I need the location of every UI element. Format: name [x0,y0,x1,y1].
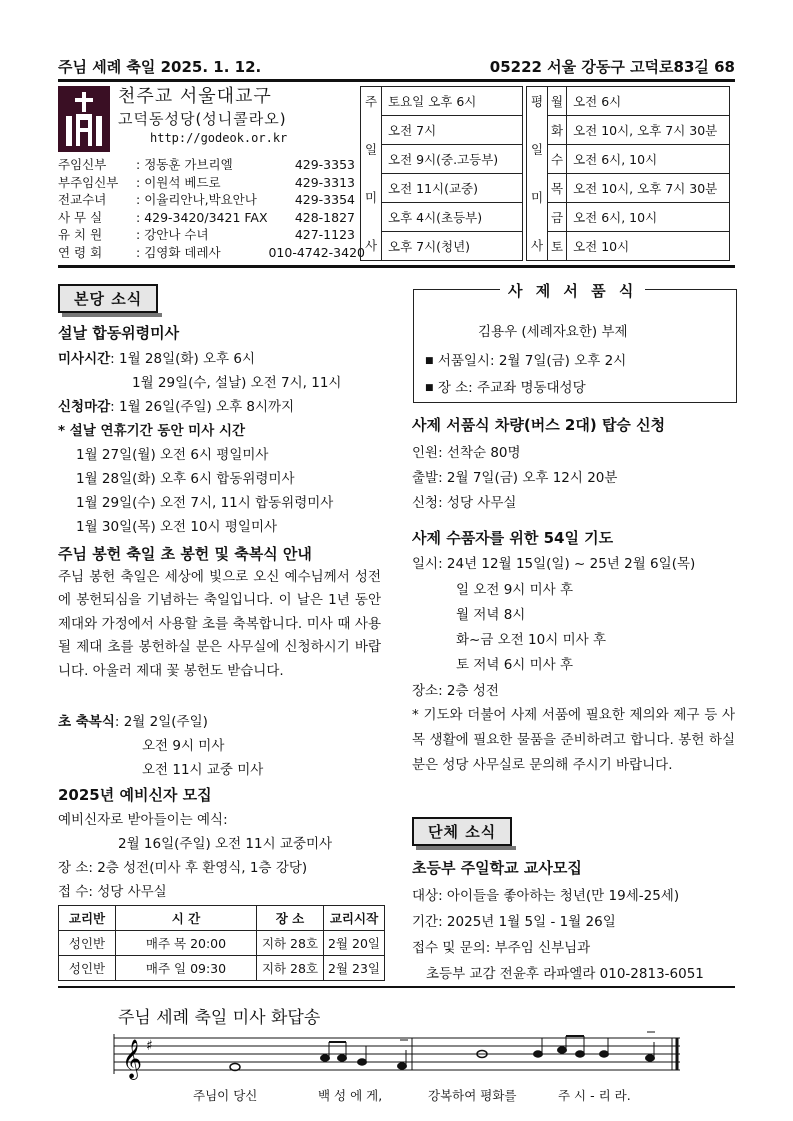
weekday-day: 토 [548,232,567,261]
section-title-group-news: 단체 소식 [412,817,512,846]
weekday-day: 월 [548,87,567,116]
staff-phone: 428-1827 [294,209,355,225]
weekday-mass-label: 평 일 미 사 [527,87,548,261]
sunday-mass-time: 오전 9시(중.고등부) [382,145,523,174]
svg-text:♯: ♯ [146,1038,153,1054]
staff-name: 김영화 데레사 [144,244,221,260]
weekday-day: 화 [548,116,567,145]
staff-name: 이율리안나,박요안나 [144,192,257,208]
bus-line: 인원: 선착순 80명 [412,445,521,461]
staff-name: 강안나 수녀 [144,227,209,243]
weekday-mass-time: 오전 6시, 10시 [567,203,730,232]
staff-row: 주임신부 : 정동훈 가브리엘 429-3353 [58,157,355,172]
holiday-mass-title: * 설날 연휴기간 동안 미사 시간 [58,423,246,439]
teacher-recruit-line: 대상: 아이들을 좋아하는 청년(만 19세-25세) [412,888,680,904]
staff-row: 사 무 실 : 429-3420/3421 FAX 428-1827 [58,209,355,225]
staff-phone: 429-3354 [294,192,355,208]
memorial-deadline-line [58,395,294,415]
staff-row: 연 령 회 : 김영화 데레사 010-4742-3420 [58,244,365,260]
candle-blessing-mass: 오전 11시 교중 미사 [142,762,264,778]
holiday-mass-item: 1월 28일(화) 오후 6시 합동위령미사 [76,471,295,487]
ordination-place: 장 소: 주교좌 명동대성당 [437,380,586,396]
weekday-day: 금 [548,203,567,232]
table-cell: 2월 23일 [324,956,385,981]
church-address: 05222 서울 강동구 고덕로83길 68 [489,58,735,76]
staff-role: 부주임신부 [58,174,119,190]
ordination-date-line: ■ 서품일시: 2월 7일(금) 오후 2시 [425,353,627,369]
ordination-date: 서품일시: 2월 7일(금) 오후 2시 [437,353,627,369]
weekday-day: 목 [548,174,567,203]
staff-row: 부주임신부 : 이원석 베드로 429-3313 [58,174,355,190]
catechumen-title: 2025년 예비신자 모집 [58,786,212,804]
candle-blessing-date-line [58,710,208,730]
teacher-recruit-line: 기간: 2025년 1월 5일 - 1월 26일 [412,914,616,930]
church-url[interactable]: http://godeok.or.kr [150,131,288,145]
sunday-mass-time: 오전 11시(교중) [382,174,523,203]
staff-phone: 429-3353 [294,157,355,172]
candle-blessing-label: 초 축복식 [58,714,115,730]
memorial-time-label: 미사시간 [58,351,111,367]
staff-phone: 429-3313 [294,174,355,190]
memorial-time-2: 1월 29일(수, 설날) 오전 7시, 11시 [132,375,342,391]
staff-row: 전교수녀 : 이율리안나,박요안나 429-3354 [58,192,355,208]
top-section-rule [58,265,735,268]
table-cell: 매주 일 09:30 [116,956,257,981]
candle-blessing-mass: 오전 9시 미사 [142,738,225,754]
psalm-lyric: 주 시 - 리 라. [558,1088,631,1103]
table-cell: 2월 20일 [324,931,385,956]
table-header: 교리시작 [324,906,385,931]
prayer-time: 월 저녁 8시 [456,607,526,623]
staff-role: 유 치 원 [58,227,103,243]
section-title-parish-news: 본당 소식 [58,284,158,313]
staff-list [58,156,363,262]
ordination-person: 김용우 (세례자요한) 부제 [478,324,628,340]
catechumen-place: 장 소: 2층 성전(미사 후 환영식, 1층 강당) [58,860,308,876]
staff-role: 연 령 회 [58,244,103,260]
catechumen-reception: 접 수: 성당 사무실 [58,884,167,900]
staff-role: 사 무 실 [58,209,103,225]
bulletin-title: 주님 세례 축일 2025. 1. 12. [58,58,262,76]
staff-role: 전교수녀 [58,192,107,208]
staff-name: 정동훈 가브리엘 [144,157,233,172]
weekday-mass-time: 오전 6시 [567,87,730,116]
sunday-mass-time: 오전 7시 [382,116,523,145]
bottom-rule [58,986,735,988]
staff-phone: 427-1123 [294,227,355,243]
candle-blessing-body: 주님 봉헌 축일은 세상에 빛으로 오신 예수님께서 성전에 봉헌되심을 기념하는 축일입니다. 이 날은 1년 동안 제대와 가정에서 사용할 초를 축복합니다. 미사 때 사용될 제대 초를 봉헌하실 분은 사무실에 신청하시기 바랍니다. 아울러 제대 꽃 봉헌도 받습니다. [58,569,381,679]
psalm-lyric: 백 성 에 게, [318,1088,383,1103]
teacher-recruit-line: 접수 및 문의: 부주임 신부님과 [412,940,591,956]
music-staff [110,1030,685,1080]
bus-line: 출발: 2월 7일(금) 오후 12시 20분 [412,470,618,486]
catechumen-rite-time: 2월 16일(주일) 오전 11시 교중미사 [118,836,333,852]
table-cell: 매주 목 20:00 [116,931,257,956]
table-cell: 성인반 [59,956,116,981]
staff-name: 이원석 베드로 [144,174,221,190]
bus-title: 사제 서품식 차량(버스 2대) 탑승 신청 [412,416,666,434]
prayer-time: 토 저녁 6시 미사 후 [456,657,574,673]
prayer-time: 일 오전 9시 미사 후 [456,582,574,598]
prayer-note: * 기도와 더불어 사제 서품에 필요한 제의와 제구 등 사목 생활에 필요한 물품을 준비하려고 합니다. 봉헌 하실 분은 성당 사무실로 문의해 주시기 바랍니다. [412,707,735,773]
ordination-place-line: ■ 장 소: 주교좌 명동대성당 [425,380,586,396]
table-row [59,956,385,981]
psalm-lyric: 강복하여 평화를 [428,1088,517,1103]
table-cell: 지하 28호 [257,956,324,981]
staff-role: 주임신부 [58,157,107,172]
table-row [59,931,385,956]
teacher-recruit-contact: 초등부 교감 전윤후 라파엘라 010-2813-6051 [426,966,704,982]
weekday-mass-time: 오전 10시, 오후 7시 30분 [567,174,730,203]
holiday-mass-item: 1월 27일(월) 오전 6시 평일미사 [76,447,269,463]
staff-row: 유 치 원 : 강안나 수녀 427-1123 [58,227,355,243]
weekday-day: 수 [548,145,567,174]
table-header: 시 간 [116,906,257,931]
prayer-place: 장소: 2층 성전 [412,683,499,699]
parish-name: 고덕동성당(성니콜라오) [118,110,287,128]
sunday-mass-label: 주 일 미 사 [361,87,382,261]
candle-blessing-title: 주님 봉헌 축일 초 봉헌 및 축복식 안내 [58,545,312,563]
holiday-mass-item: 1월 30일(목) 오전 10시 평일미사 [76,519,278,535]
table-cell: 지하 28호 [257,931,324,956]
prayer-title: 사제 수품자를 위한 54일 기도 [412,529,614,547]
memorial-deadline: : 1월 26일(주일) 오후 8시까지 [110,399,295,415]
weekday-mass-time: 오전 6시, 10시 [567,145,730,174]
treble-clef-icon: 𝄞 [122,1039,143,1079]
ordination-title: 사 제 서 품 식 [500,280,645,301]
memorial-mass-title: 설날 합동위령미사 [58,324,180,342]
mass-row [361,87,730,116]
holiday-mass-item: 1월 29일(수) 오전 7시, 11시 합동위령미사 [76,495,334,511]
prayer-period: 일시: 24년 12월 15일(일) ~ 25년 2월 6일(목) [412,556,696,572]
sunday-mass-time: 오후 7시(청년) [382,232,523,261]
table-header: 장 소 [257,906,324,931]
table-header-row [59,906,385,931]
weekday-mass-time: 오전 10시 [567,232,730,261]
staff-phone: 010-4742-3420 [268,244,365,260]
church-logo [58,86,110,152]
bulletin-header [58,56,735,78]
mass-schedule-table [360,86,730,261]
catechumen-rite-label: 예비신자로 받아들이는 예식: [58,812,228,828]
staff-name: 429-3420/3421 FAX [144,209,268,225]
table-header: 교리반 [59,906,116,931]
memorial-deadline-label: 신청마감 [58,399,111,415]
psalm-lyric: 주님이 당신 [193,1088,258,1103]
prayer-time: 화~금 오전 10시 미사 후 [456,632,606,648]
weekday-mass-time: 오전 10시, 오후 7시 30분 [567,116,730,145]
bus-line: 신청: 성당 사무실 [412,495,517,511]
sunday-mass-time: 오후 4시(초등부) [382,203,523,232]
memorial-time-1: : 1월 28일(화) 오후 6시 [110,351,256,367]
church-name-block [118,86,287,130]
teacher-recruit-title: 초등부 주일학교 교사모집 [412,859,582,877]
candle-blessing-date: : 2월 2일(주일) [114,714,208,730]
header-rule [58,79,735,82]
diocese-name: 천주교 서울대교구 [118,86,272,107]
sunday-mass-time: 토요일 오후 6시 [382,87,523,116]
table-cell: 성인반 [59,931,116,956]
memorial-time-line [58,347,255,367]
catechumen-class-table [58,905,385,981]
psalm-title: 주님 세례 축일 미사 화답송 [118,1008,321,1028]
